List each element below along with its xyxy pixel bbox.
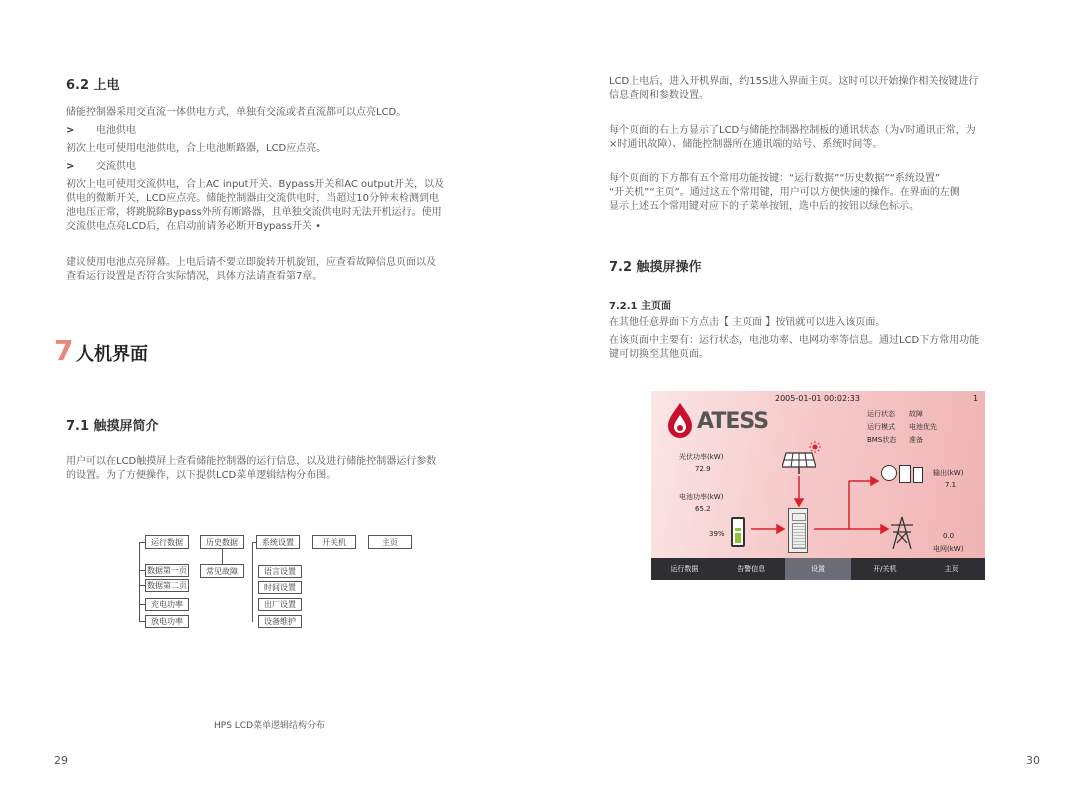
advice-text-2: 查看运行设置是否符合实际情况，具体方法请查看第7章。	[66, 271, 323, 282]
menu-box-data-page-2: 数据第二页	[147, 581, 187, 590]
lcd-nav-power-switch[interactable]: 开/关机	[873, 565, 897, 573]
right-para-1-line-1: LCD上电后，进入开机界面，约15S进入界面主页。这时可以开始操作相关按键进行	[609, 76, 979, 87]
section-7-2-1-text-2: 在该页面中主要有：运行状态，电池功率、电网功率等信息。通过LCD下方常用功能	[609, 335, 980, 346]
page-number-left: 29	[54, 754, 68, 767]
fridge-icon	[913, 467, 923, 483]
status-value-bms: 准备	[909, 436, 923, 444]
diagram-connector	[252, 542, 253, 622]
menu-box-data-page-1: 数据第一页	[147, 566, 187, 575]
lcd-nav-run-data[interactable]: 运行数据	[670, 565, 699, 573]
grid-power-value: 0.0	[943, 532, 955, 540]
pv-power-value: 72.9	[695, 465, 711, 473]
right-para-2-line-2: ×时通讯故障）、储能控制器所在通讯端的站号、系统时间等。	[609, 139, 883, 150]
menu-box-time-settings: 时间设置	[258, 581, 302, 594]
battery-power-label: 电池功率(kW)	[679, 493, 724, 501]
status-label-bms: BMS状态	[867, 436, 897, 444]
grid-tower-icon	[889, 515, 915, 551]
menu-box-history-data: 历史数据	[200, 535, 244, 549]
menu-box-run-data: 运行数据	[145, 535, 189, 549]
menu-box-system-settings: 系统设置	[256, 535, 300, 549]
ac-supply-text-1: 初次上电可使用交流供电，合上AC input开关、Bypass开关和AC output开关，以及	[66, 179, 445, 190]
battery-power-value: 65.2	[695, 505, 711, 513]
section-6-2-intro: 储能控制器采用交直流一体供电方式，单独有交流或者直流都可以点亮LCD。	[66, 107, 407, 118]
lcd-nav-bar	[651, 558, 985, 580]
chapter-title: 人机界面	[76, 344, 148, 365]
pv-power-label: 光伏功率(kW)	[679, 453, 724, 461]
diagram-caption: HPS LCD菜单逻辑结构分布	[214, 721, 325, 731]
diagram-connector	[139, 542, 140, 622]
menu-box-discharge-power: 放电功率	[145, 615, 189, 628]
menu-box-power-switch: 开关机	[312, 535, 356, 549]
status-label-mode: 运行模式	[867, 423, 895, 431]
section-7-2-title: 7.2 触摸屏操作	[609, 260, 702, 275]
menu-box-charge-power: 充电功率	[145, 598, 189, 611]
output-power-value: 7.1	[945, 481, 957, 489]
lcd-nav-home[interactable]: 主页	[944, 565, 959, 573]
menu-box-language-settings: 语言设置	[258, 565, 302, 578]
right-para-1-line-2: 信息查阅和参数设置。	[609, 90, 709, 101]
grid-power-label: 电网(kW)	[933, 545, 964, 553]
status-label-run: 运行状态	[867, 410, 895, 418]
menu-box-factory-settings: 出厂设置	[258, 598, 302, 611]
battery-soc: 39%	[709, 530, 725, 538]
section-7-1-title: 7.1 触摸屏简介	[66, 419, 159, 434]
menu-box-home: 主页	[368, 535, 412, 549]
right-para-3-line-2: “开关机”“主页”。通过这五个常用键，用户可以方便快速的操作。在界面的左侧	[609, 187, 960, 198]
section-7-2-1-text-3: 键可切换至其他页面。	[609, 349, 709, 360]
menu-box-common-faults: 常见故障	[200, 564, 244, 578]
right-para-3-line-3: 显示上述五个常用键对应下的子菜单按钮，选中后的按钮以绿色标示。	[609, 201, 919, 212]
lcd-station-number: 1	[973, 394, 979, 403]
lcd-nav-alarm-info[interactable]: 告警信息	[737, 565, 766, 573]
bullet-arrow-icon: >	[66, 161, 75, 172]
menu-box-device-maintenance: 设备维护	[258, 615, 302, 628]
bullet-arrow-icon: >	[66, 125, 75, 136]
page-number-right: 30	[1026, 754, 1040, 767]
ac-supply-text-2: 供电的微断开关，LCD应点亮。储能控制器由交流供电时，当超过10分钟未检测到电	[66, 193, 439, 204]
status-value-run: 故障	[909, 410, 923, 418]
lcd-home-screen	[651, 391, 985, 580]
brand-name: ATESS	[697, 409, 769, 434]
diagram-connector	[222, 549, 223, 564]
section-6-2-title: 6.2 上电	[66, 78, 120, 93]
washer-icon	[899, 465, 911, 483]
advice-text-1: 建议使用电池点亮屏幕。上电后请不要立即旋转开机旋钮，应查看故障信息页面以及	[66, 257, 436, 268]
battery-supply-label: 电池供电	[96, 125, 136, 136]
ac-supply-label: 交流供电	[96, 161, 136, 172]
lcd-nav-settings[interactable]: 设置	[785, 558, 852, 580]
output-power-label: 输出(kW)	[933, 469, 964, 477]
lcd-datetime: 2005-01-01 00:02:33	[775, 394, 860, 403]
section-7-1-text-1: 用户可以在LCD触摸屏上查看储能控制器的运行信息，以及进行储能控制器运行参数	[66, 456, 437, 467]
right-para-2-line-1: 每个页面的右上方显示了LCD与储能控制器控制板的通讯状态（为√时通讯正常，为	[609, 125, 976, 136]
section-7-2-1-text-1: 在其他任意界面下方点击【 主页面 】按钮就可以进入该页面。	[609, 317, 886, 328]
right-para-3-line-1: 每个页面的下方都有五个常用功能按键：“运行数据”“历史数据”“系统设置”	[609, 173, 941, 184]
section-7-1-text-2: 的设置。为了方便操作，以下提供LCD菜单逻辑结构分布图。	[66, 470, 337, 481]
battery-supply-text: 初次上电可使用电池供电，合上电池断路器，LCD应点亮。	[66, 143, 327, 154]
ac-supply-text-4: 交流供电点亮LCD后，在启动前请务必断开Bypass开关 •	[66, 221, 322, 232]
ac-supply-text-3: 池电压正常，将跳脱除Bypass外所有断路器，且单独交流供电时无法开机运行。使用	[66, 207, 442, 218]
status-value-mode: 电池优先	[909, 423, 937, 431]
chapter-number: 7	[54, 334, 74, 367]
section-7-2-1-title: 7.2.1 主页面	[609, 301, 671, 312]
bulb-icon	[881, 465, 897, 481]
